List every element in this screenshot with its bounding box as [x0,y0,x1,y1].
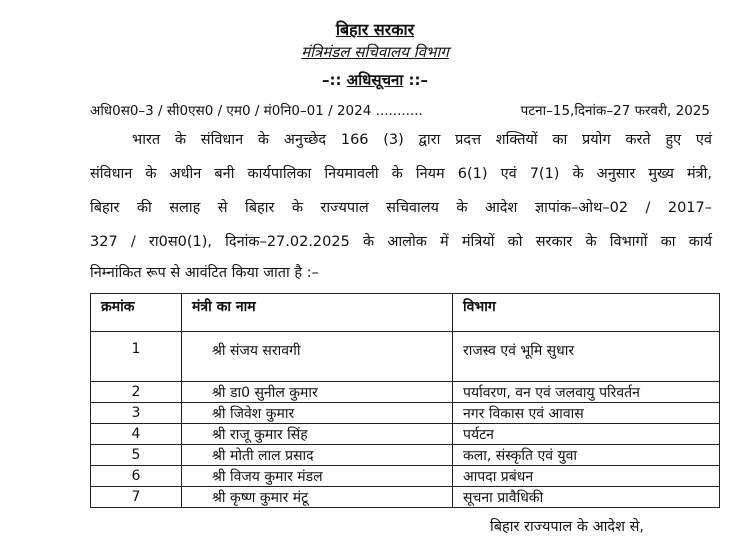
table-row [91,466,720,487]
cell-department: सूचना प्रावैधिकी [453,487,720,508]
minister-allocation-table [90,293,720,508]
body-line-3: बिहार की सलाह से बिहार के राज्यपाल सचिवालय के आदेश ज्ञापांक–ओथ–02 / 2017– [90,200,712,216]
header-department: विभाग [453,294,720,332]
governor-order-line: बिहार राज्यपाल के आदेश से, [490,519,644,535]
notice-prefix: –:: [322,71,347,89]
reference-line [90,101,710,119]
cell-serial: 4 [91,424,182,445]
cell-department: नगर विकास एवं आवास [453,403,720,424]
cell-department: आपदा प्रबंधन [453,466,720,487]
cell-minister-name: श्री संजय सरावगी [182,332,453,382]
cell-serial: 6 [91,466,182,487]
notice-suffix: ::– [403,71,428,89]
header-serial: क्रमांक [91,294,182,332]
table-row [91,487,720,508]
body-line-1: भारत के संविधान के अनुच्छेद 166 (3) द्वारा प्रदत्त शक्तियों का प्रयोग करते हुए एवं [132,132,712,148]
notice-heading [0,70,750,90]
cell-serial: 5 [91,445,182,466]
header-minister-name: मंत्री का नाम [182,294,453,332]
notice-title: अधिसूचना [346,71,404,89]
cell-minister-name: श्री डा0 सुनील कुमार [182,382,453,403]
cell-serial: 2 [91,382,182,403]
cell-minister-name: श्री मोती लाल प्रसाद [182,445,453,466]
cell-minister-name: श्री राजू कुमार सिंह [182,424,453,445]
cell-department: पर्यावरण, वन एवं जलवायु परिवर्तन [453,382,720,403]
cell-minister-name: श्री जिवेश कुमार [182,403,453,424]
table-row [91,403,720,424]
table-row [91,382,720,403]
cell-minister-name: श्री विजय कुमार मंडल [182,466,453,487]
department-title: मंत्रिमंडल सचिवालय विभाग [301,43,449,61]
table-row [91,424,720,445]
body-line-4: 327 / रा0स0(1), दिनांक–27.02.2025 के आलोक में मंत्रियों को सरकार के विभागों का कार्य [90,234,712,250]
cell-serial: 7 [91,487,182,508]
body-line-2: संविधान के अधीन बनी कार्यपालिका नियमावली के नियम 6(1) एवं 7(1) के अनुसार मुख्य मंत्री, [90,166,712,182]
cell-department: राजस्व एवं भूमि सुधार [453,332,720,382]
table-header-row [91,294,720,332]
reference-number: अधि0स0–3 / सी0एस0 / एम0 / मं0नि0–01 / 2024 ........... [90,103,423,119]
cell-serial: 3 [91,403,182,424]
body-line-5: निम्नांकित रूप से आवंटित किया जाता है :– [90,265,319,281]
table-row [91,332,720,382]
government-title: बिहार सरकार [335,20,415,39]
cell-department: पर्यटन [453,424,720,445]
cell-department: कला, संस्कृति एवं युवा [453,445,720,466]
cell-minister-name: श्री कृष्ण कुमार मंटू [182,487,453,508]
cell-serial: 1 [91,332,182,382]
place-date: पटना–15,दिनांक–27 फरवरी, 2025 [520,103,710,119]
table-row [91,445,720,466]
